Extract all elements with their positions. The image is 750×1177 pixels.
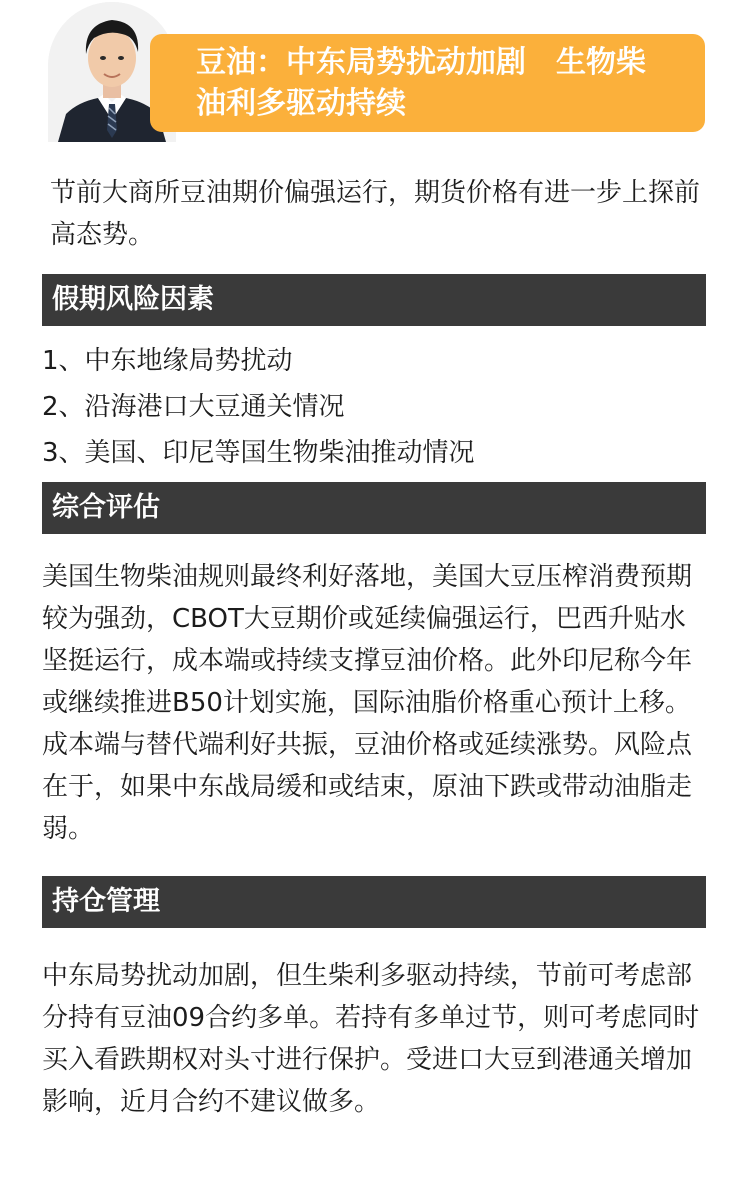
page-title: 豆油：中东局势扰动加剧 生物柴油利多驱动持续 [196,45,646,121]
section-position-management [42,876,706,928]
section-title: 综合评估 [52,492,160,523]
section-assessment [42,482,706,534]
section-title: 假期风险因素 [52,284,214,315]
assessment-paragraph: 美国生物柴油规则最终利好落地，美国大豆压榨消费预期较为强劲，CBOT大豆期价或延续偏强运行，巴西升贴水坚挺运行，成本端或持续支撑豆油价格。此外印尼称今年或继续推进B50计划实施，国际油脂价格重心预计上移。成本端与替代端利好共振，豆油价格或延续涨势。风险点在于，如果中东战局缓和或结束，原油下跌或带动油脂走弱。 [42,562,693,844]
title-banner [150,34,705,132]
list-item: 1、中东地缘局势扰动 [42,346,293,376]
list-item: 2、沿海港口大豆通关情况 [42,392,345,422]
header [0,0,750,160]
list-item: 3、美国、印尼等国生物柴油推动情况 [42,438,475,468]
intro-paragraph: 节前大商所豆油期价偏强运行，期货价格有进一步上探前高态势。 [50,178,701,250]
section-title: 持仓管理 [52,886,160,917]
section-risk-factors [42,274,706,326]
position-paragraph: 中东局势扰动加剧，但生柴利多驱动持续，节前可考虑部分持有豆油09合约多单。若持有多单过节，则可考虑同时买入看跌期权对头寸进行保护。受进口大豆到港通关增加影响，近月合约不建议做多。 [42,961,700,1117]
